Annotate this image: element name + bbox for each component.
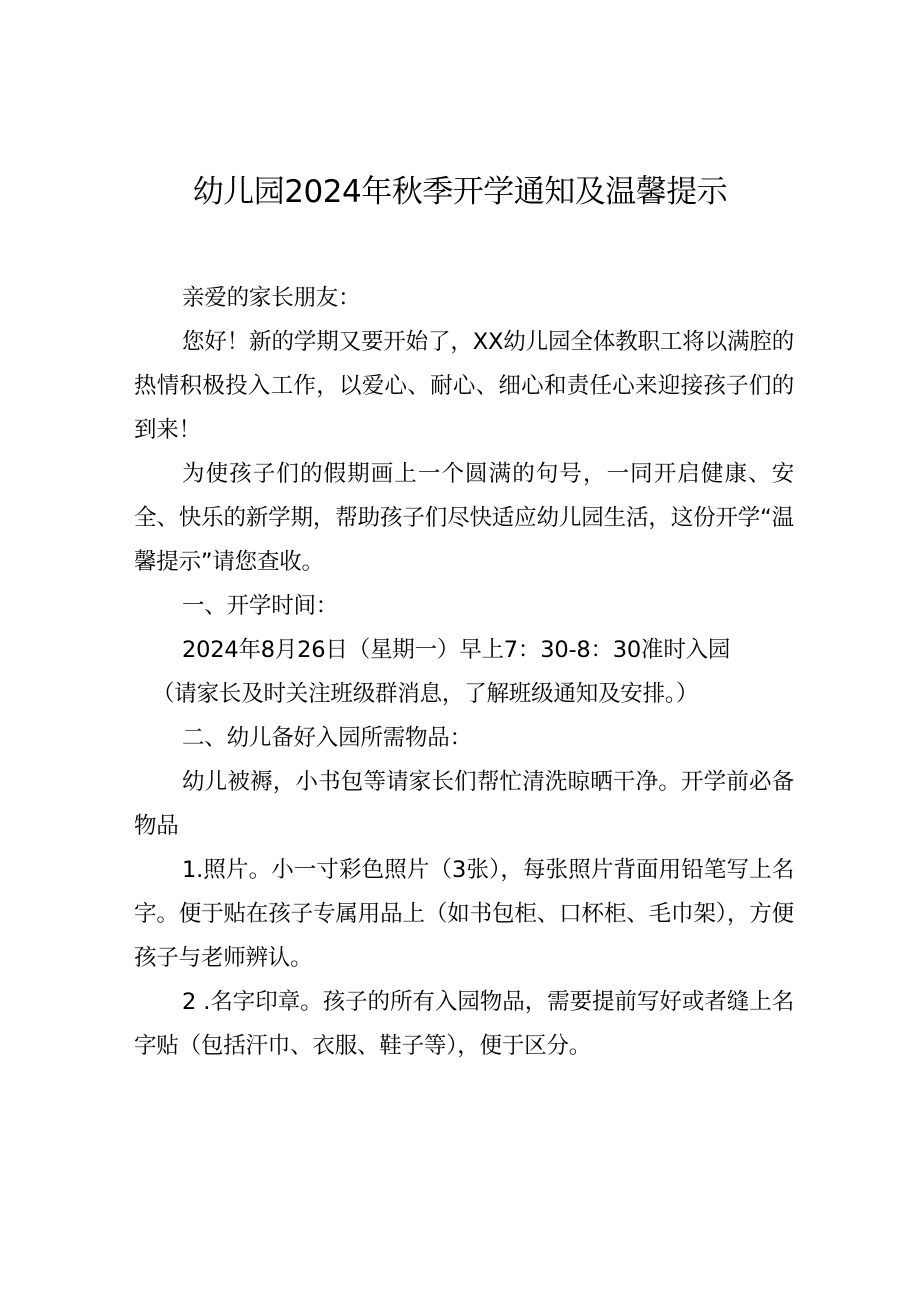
supply-item-photo: 1.照片。小一寸彩色照片（3张），每张照片背面用铅笔写上名字。便于贴在孩子专属用品上（如书包柜、口杯柜、毛巾架），方便孩子与老师辨认。 — [134, 857, 794, 971]
greeting: 亲爱的家长朋友： — [182, 285, 361, 311]
paragraph-welcome: 您好！新的学期又要开始了，XX幼儿园全体教职工将以满腔的热情积极投入工作，以爱心、耐心、细心和责任心来迎接孩子们的到来！ — [134, 329, 794, 443]
section-heading-supplies: 二、幼儿备好入园所需物品： — [182, 725, 472, 751]
start-time-text: 2024年8月26日（星期一）早上7：30-8：30准时入园 — [182, 637, 731, 663]
section-heading-start-time: 一、开学时间： — [182, 593, 339, 619]
supply-item-name-stamp: 2 .名字印章。孩子的所有入园物品，需要提前写好或者缝上名字贴（包括汗巾、衣服、鞋子等），便于区分。 — [134, 989, 794, 1059]
document-body — [134, 276, 794, 1068]
start-time-note: （请家长及时关注班级群消息，了解班级通知及安排。） — [152, 681, 699, 707]
supplies-intro: 幼儿被褥，小书包等请家长们帮忙清洗晾晒干净。开学前必备物品 — [134, 769, 794, 839]
paragraph-purpose: 为使孩子们的假期画上一个圆满的句号，一同开启健康、安全、快乐的新学期，帮助孩子们尽快适应幼儿园生活，这份开学“温馨提示”请您查收。 — [134, 461, 794, 575]
document-title: 幼儿园2024年秋季开学通知及温馨提示 — [192, 174, 728, 210]
